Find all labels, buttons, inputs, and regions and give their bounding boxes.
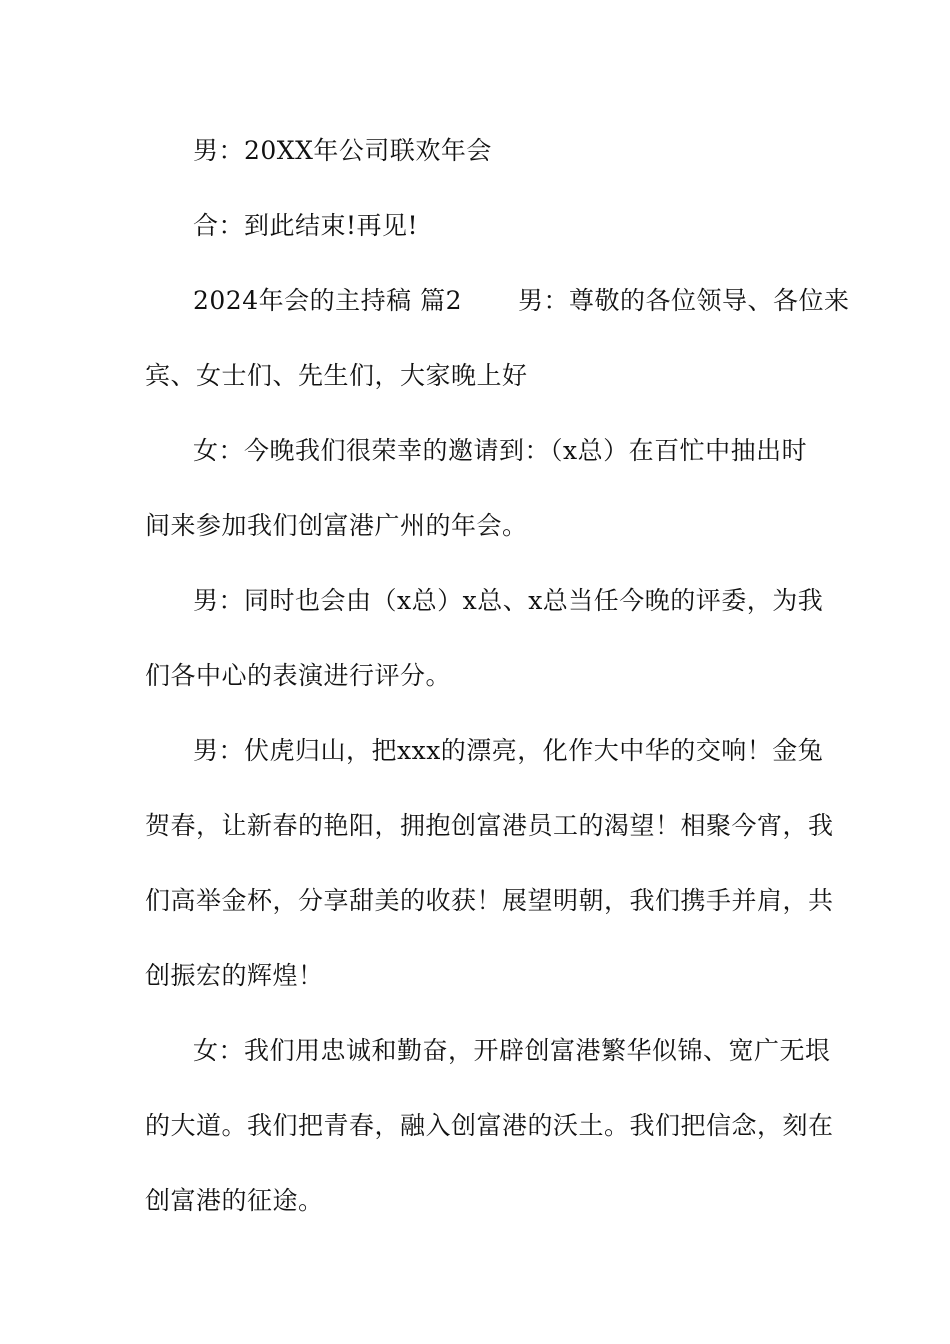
paragraph-line: 的大道。我们把青春，融入创富港的沃土。我们把信念，刻在 [145,1111,834,1140]
paragraph-line: 间来参加我们创富港广州的年会。 [145,511,528,540]
paragraph-line: 创振宏的辉煌！ [145,961,324,990]
paragraph-line: 男：同时也会由（x总）x总、x总当任今晚的评委，为我 [193,586,824,615]
paragraph-line: 们各中心的表演进行评分。 [145,661,452,690]
paragraph-line: 男：20XX年公司联欢年会 [193,136,492,165]
section-heading: 2024年会的主持稿 篇2 [193,286,462,315]
paragraph-line: 创富港的征途。 [145,1186,324,1215]
paragraph-line: 贺春，让新春的艳阳，拥抱创富港员工的渴望！相聚今宵，我 [145,811,834,840]
paragraph-line: 女：我们用忠诚和勤奋，开辟创富港繁华似锦、宽广无垠 [193,1036,831,1065]
paragraph-line: 合：到此结束!再见! [193,211,419,240]
paragraph-line: 们高举金杯，分享甜美的收获！展望明朝，我们携手并肩，共 [145,886,834,915]
paragraph-line: 宾、女士们、先生们，大家晚上好 [145,361,528,390]
paragraph-line-heading [193,284,850,318]
paragraph-text: 男：尊敬的各位领导、各位来 [517,286,850,315]
paragraph-line: 女：今晚我们很荣幸的邀请到：（x总）在百忙中抽出时 [193,436,808,465]
paragraph-line: 男：伏虎归山，把xxx的漂亮，化作大中华的交响！金兔 [193,736,824,765]
